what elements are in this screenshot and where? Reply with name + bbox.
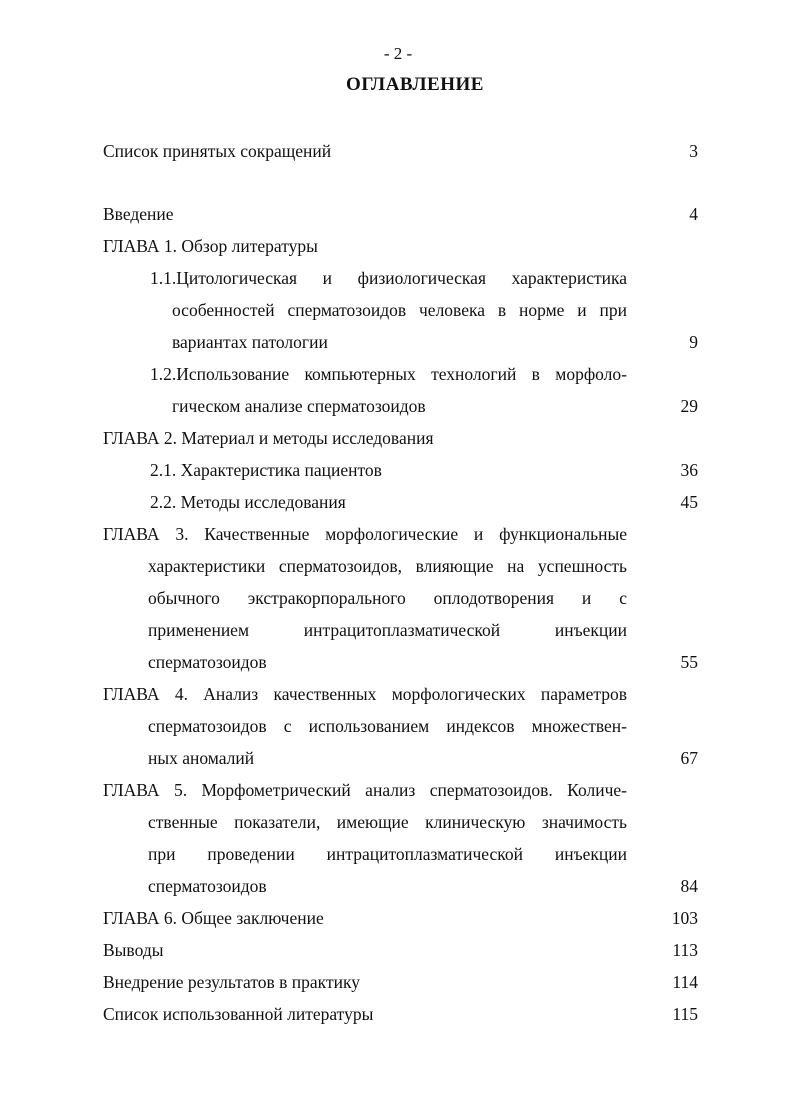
toc-entry-line: сперматозоидов с использованием индексов множествен-	[148, 716, 627, 736]
toc-entry-text: ГЛАВА 1. Обзор литературы	[103, 236, 318, 256]
toc-entry-page: 4	[689, 204, 698, 224]
toc-entry-page: 67	[680, 748, 698, 768]
toc-entry-line: гическом анализе сперматозоидов	[172, 396, 426, 416]
toc-entry-line: 1.1.Цитологическая и физиологическая характеристика	[150, 268, 627, 288]
toc-entry-page: 29	[680, 396, 698, 416]
toc-entry-line: ственные показатели, имеющие клиническую значимость	[148, 812, 627, 832]
toc-entry-page: 114	[672, 972, 698, 992]
toc-entry-line: ных аномалий	[148, 748, 255, 768]
toc-entry-page: 113	[672, 940, 698, 960]
toc-entry-page: 84	[680, 876, 698, 896]
toc-entry-line: характеристики сперматозоидов, влияющие на успешность	[148, 556, 627, 576]
toc-entry-line: особенностей сперматозоидов человека в норме и при	[172, 300, 627, 320]
toc-entry-page: 55	[680, 652, 698, 672]
toc-entry-text: Внедрение результатов в практику	[103, 972, 360, 992]
toc-entry-page: 115	[672, 1004, 698, 1024]
toc-entry-text: Список использованной литературы	[103, 1004, 374, 1024]
toc-entry-text: ГЛАВА 6. Общее заключение	[103, 908, 324, 928]
toc-entry-page: 103	[671, 908, 698, 928]
toc-entry-page: 45	[680, 492, 698, 512]
toc-entry-page: 36	[680, 460, 698, 480]
toc-entry-line: сперматозоидов	[148, 876, 267, 896]
toc-entry-line: при проведении интрацитоплазматической инъекции	[148, 844, 627, 864]
toc-entry-line: ГЛАВА 4. Анализ качественных морфологических параметров	[103, 684, 627, 704]
toc-entry-text: ГЛАВА 2. Материал и методы исследования	[103, 428, 434, 448]
toc-entry-text: Список принятых сокращений	[103, 141, 332, 161]
toc-entry-line: обычного экстракорпорального оплодотворения и с	[148, 588, 627, 608]
toc-entry-line: вариантах патологии	[172, 332, 328, 352]
toc-entry-text: Введение	[103, 204, 174, 224]
toc-entry-line: 1.2.Использование компьютерных технологий в морфоло-	[150, 364, 627, 384]
toc-entry-text: Выводы	[103, 940, 164, 960]
toc-entry-line: ГЛАВА 5. Морфометрический анализ сперматозоидов. Количе-	[103, 780, 627, 800]
page-number: - 2 -	[383, 44, 413, 63]
toc-entry-text: 2.2. Методы исследования	[150, 492, 346, 512]
toc-entry-page: 9	[689, 332, 698, 352]
toc-entry-text: 2.1. Характеристика пациентов	[150, 460, 382, 480]
toc-entry-line: сперматозоидов	[148, 652, 267, 672]
toc-title: ОГЛАВЛЕНИЕ	[346, 74, 484, 95]
toc-entry-line: ГЛАВА 3. Качественные морфологические и функциональные	[103, 524, 627, 544]
toc-entry-page: 3	[689, 141, 698, 161]
toc-entry-line: применением интрацитоплазматической инъекции	[148, 620, 627, 640]
